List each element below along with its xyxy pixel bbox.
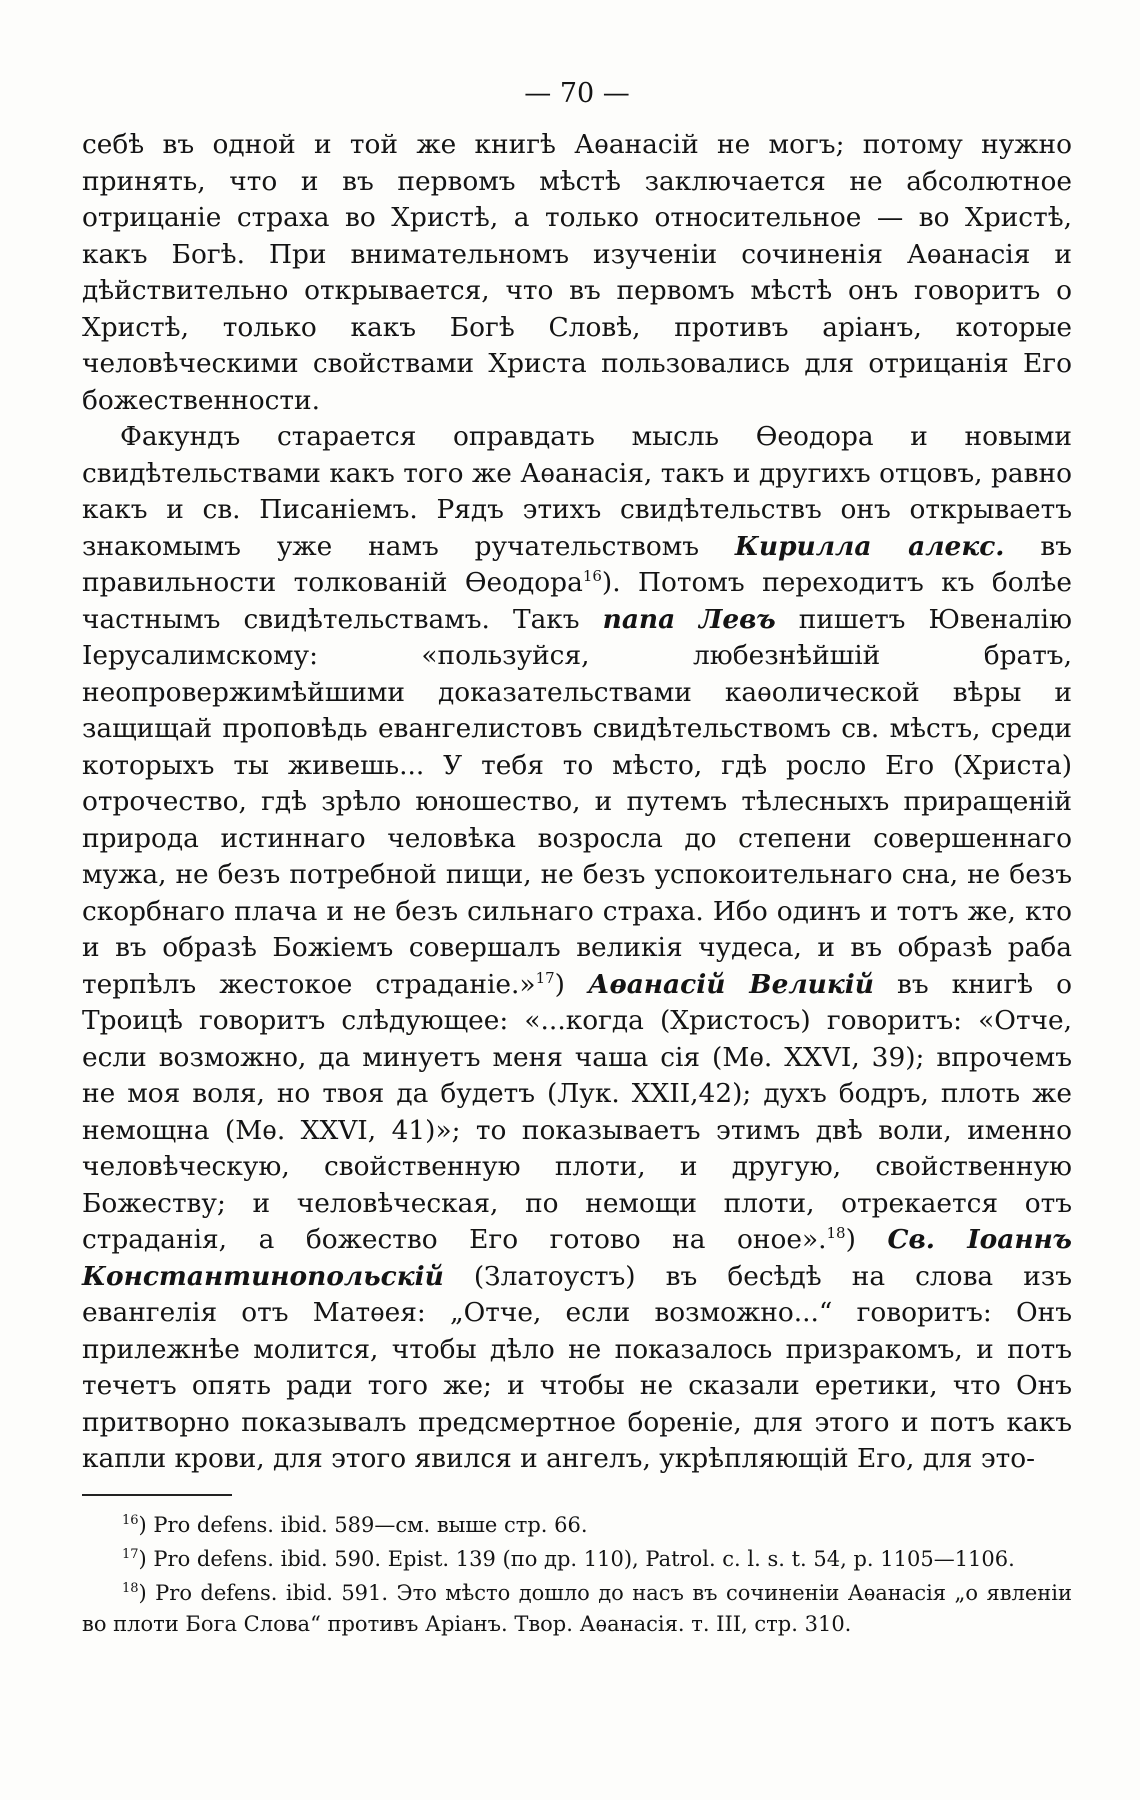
italic-name: Аѳанасій Великій [588,968,874,1000]
footnote-ref: 16 [582,567,602,586]
footnote-number: 17 [122,1546,139,1562]
footnote-17 [82,1544,1072,1575]
text-segment: въ книгѣ о Троицѣ говоритъ слѣдующее: «...когда (Христосъ) говоритъ: «Отче, если возможно, да минуетъ меня чаша сія (Мѳ. XXVI, 39); впрочемъ не моя воля, но твоя да будетъ (Лук. XXII,42); духъ бодръ, плоть же немощна (Мѳ. XXVI, 41)»; то показываетъ этимъ двѣ воли, именно человѣческую, свойственную плоти, и другую, свойственную Божеству; и человѣческая, по немощи плоти, отрекается отъ страданія, а божество Его готово на оное». [82,968,1072,1255]
text-segment: (Златоустъ) въ бесѣдѣ на слова изъ евангелія отъ Матѳея: „Отче, если возможно...“ говоритъ: Онъ прилежнѣе молится, чтобы дѣло не показалось призракомъ, и потъ течетъ опять ради того же; и чтобы не сказали еретики, что Онъ притворно показывалъ предсмертное бореніе, для этого и потъ какъ капли крови, для этого явился и ангелъ, укрѣпляющій Его, для это- [82,1260,1072,1474]
text-segment: пишетъ Ювеналію Іерусалимскому: «пользуйся, любезнѣйшій братъ, неопровержимѣйшими доказательствами каѳолической вѣры и защищай проповѣдь евангелистовъ свидѣтельствомъ св. мѣстъ, среди которыхъ ты живешь... У тебя то мѣсто, гдѣ росло Его (Христа) отрочество, гдѣ зрѣло юношество, и путемъ тѣлесныхъ приращеній природа истиннаго человѣка возросла до степени совершеннаго мужа, не безъ потребной пищи, не безъ успокоительнаго сна, не безъ скорбнаго плача и не безъ сильнаго страха. Ибо одинъ и тотъ же, кто и въ образѣ Божіемъ совершалъ великія чудеса, и въ образѣ раба терпѣлъ жестокое страданіе.» [82,603,1072,1000]
footnote-text: ) Pro defens. ibid. 590. Epist. 139 (по др. 110), Patrol. c. l. s. t. 54, p. 1105—1106. [138,1546,1015,1571]
text-segment: ). Потомъ переходитъ къ болѣе частнымъ свидѣтельствамъ. Такъ [82,567,1072,635]
italic-name: Кирилла алекс. [734,530,1005,562]
footnote-16 [82,1510,1072,1541]
body-text [82,127,1072,1478]
italic-name: папа Левъ [602,603,776,635]
text-segment: Факундъ старается оправдать мысль Ѳеодора и новыми свидѣтельствами какъ того же Аѳанасія, такъ и другихъ отцовъ, равно какъ и св. Писаніемъ. Рядъ этихъ свидѣтельствъ онъ открываетъ знакомымъ уже намъ ручательствомъ [82,421,1072,562]
page-number: — 70 — [524,78,630,109]
footnote-separator [82,1494,232,1496]
italic-name: Св. Іоаннъ Константинопольскій [82,1224,1072,1292]
footnotes [82,1510,1072,1640]
footnote-number: 18 [122,1580,139,1596]
footnote-18 [82,1578,1072,1640]
page [82,78,1072,1643]
text-segment: ) [845,1224,888,1255]
text-segment: въ правильности толкованій Ѳеодора [82,530,1072,598]
footnote-text: ) Pro defens. ibid. 591. Это мѣсто дошло до насъ въ сочиненіи Аѳанасія „о явленіи во плоти Бога Слова“ противъ Аріанъ. Твор. Аѳанасія. т. III, стр. 310. [82,1580,1072,1636]
footnote-number: 16 [122,1512,139,1528]
footnote-text: ) Pro defens. ibid. 589—см. выше стр. 66. [138,1512,588,1537]
paragraph-2 [82,419,1072,1478]
text-segment: ) [554,968,588,1000]
footnote-ref: 18 [826,1224,846,1243]
footnote-ref: 17 [535,968,555,987]
paragraph-1: себѣ въ одной и той же книгѣ Аѳанасій не могъ; потому нужно принять, что и въ первомъ мѣстѣ заключается не абсолютное отрицаніе страха во Христѣ, а только относительное — во Христѣ, какъ Богѣ. При внимательномъ изученіи сочиненія Аѳанасія и дѣйствительно открывается, что въ первомъ мѣстѣ онъ говоритъ о Христѣ, только какъ Богѣ Словѣ, противъ аріанъ, которые человѣческими свойствами Христа пользовались для отрицанія Его божественности. [82,129,1072,416]
